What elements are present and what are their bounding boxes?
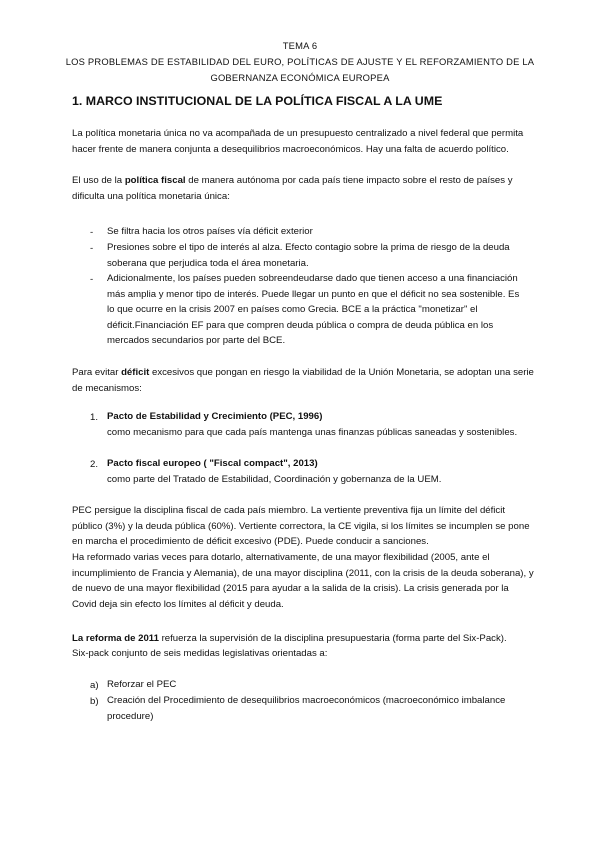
paragraph-3: Para evitar déficit excesivos que pongan en riesgo la viabilidad de la Unión Monetaria, se adoptan una serie de mecanismos: — [72, 367, 534, 394]
numbered-item-desc: como mecanismo para que cada país mantenga unas finanzas públicas saneadas y sostenibles. — [107, 426, 518, 438]
numbered-item-title: Pacto fiscal europeo ( "Fiscal compact", 2013) — [107, 458, 318, 469]
bullet-marker: - — [90, 243, 94, 254]
bullet-marker: - — [90, 227, 94, 238]
bullet-item: Se filtra hacia los otros países vía déficit exterior — [107, 226, 313, 237]
paragraph-2: El uso de la política fiscal de manera autónoma por cada país tiene impacto sobre el resto de países y dificulta una política monetaria única: — [72, 175, 513, 202]
numbered-item-desc: como parte del Tratado de Estabilidad, Coordinación y gobernanza de la UEM. — [107, 473, 442, 485]
doc-title-line1: LOS PROBLEMAS DE ESTABILIDAD DEL EURO, POLÍTICAS DE AJUSTE Y EL REFORZAMIENTO DE LA — [65, 56, 535, 67]
paragraph-1: La política monetaria única no va acompañada de un presupuesto centralizado a nivel federal que permita hacer frente de manera conjunta a desequilibrios macroeconómicos. Hay una falta de acuerdo político. — [72, 128, 524, 155]
bullet-marker: - — [90, 274, 94, 285]
lettered-item: Reforzar el PEC — [107, 679, 177, 690]
doc-title-line2: GOBERNANZA ECONÓMICA EUROPEA — [210, 72, 390, 83]
bullet-item: Adicionalmente, los países pueden sobreendeudarse dado que tienen acceso a una financiación más amplia y menor tipo de interés. Puede llegar un punto en que el déficit no sea sostenible. Es lo que ocurre en la crisis 2007 en países como Grecia. BCE a la práctica "monetizar" el déficit.Financiación EF para que compren deuda pública o compra de deuda pública en los mercados secundarios por parte del BCE. — [107, 273, 520, 347]
numbered-item-title: Pacto de Estabilidad y Crecimiento (PEC, 1996) — [107, 411, 323, 422]
paragraph-4: PEC persigue la disciplina fiscal de cada país miembro. La vertiente preventiva fija un límite del déficit público (3%) y la deuda pública (60%). Vertiente correctora, la CE vigila, si los límites se incumplen se pone en marcha el procedimiento de déficit excesivo (PDE). Puede conducir a sanciones. — [72, 505, 530, 548]
lettered-marker: a) — [90, 680, 99, 691]
tema-label: TEMA 6 — [282, 40, 318, 51]
lettered-marker: b) — [90, 696, 99, 707]
lettered-item: Creación del Procedimiento de desequilibrios macroeconómicos (macroeconómico imbalance procedure) — [107, 695, 506, 722]
paragraph-5: Ha reformado varias veces para dotarlo, alternativamente, de una mayor flexibilidad (2005, ante el incumplimiento de Francia y Alemania), de una mayor disciplina (2011, con la crisis de la deuda soberana), y de nuevo de una mayor flexibilidad (2015 para ayudar a la salida de la crisis). La crisis generada por la Covid deja sin efecto los límites al déficit y deuda. — [72, 552, 534, 610]
section-heading: 1. MARCO INSTITUCIONAL DE LA POLÍTICA FISCAL A LA UME — [72, 94, 443, 108]
paragraph-7: Six-pack conjunto de seis medidas legislativas orientadas a: — [72, 648, 328, 659]
bullet-item: Presiones sobre el tipo de interés al alza. Efecto contagio sobre la prima de riesgo de la deuda soberana que perjudica toda el área monetaria. — [107, 242, 510, 269]
paragraph-6: La reforma de 2011 refuerza la supervisión de la disciplina presupuestaria (forma parte del Six-Pack). — [72, 633, 507, 644]
numbered-item — [107, 456, 527, 487]
numbered-marker: 1. — [90, 412, 99, 423]
numbered-item — [107, 409, 527, 440]
numbered-marker: 2. — [90, 459, 99, 470]
